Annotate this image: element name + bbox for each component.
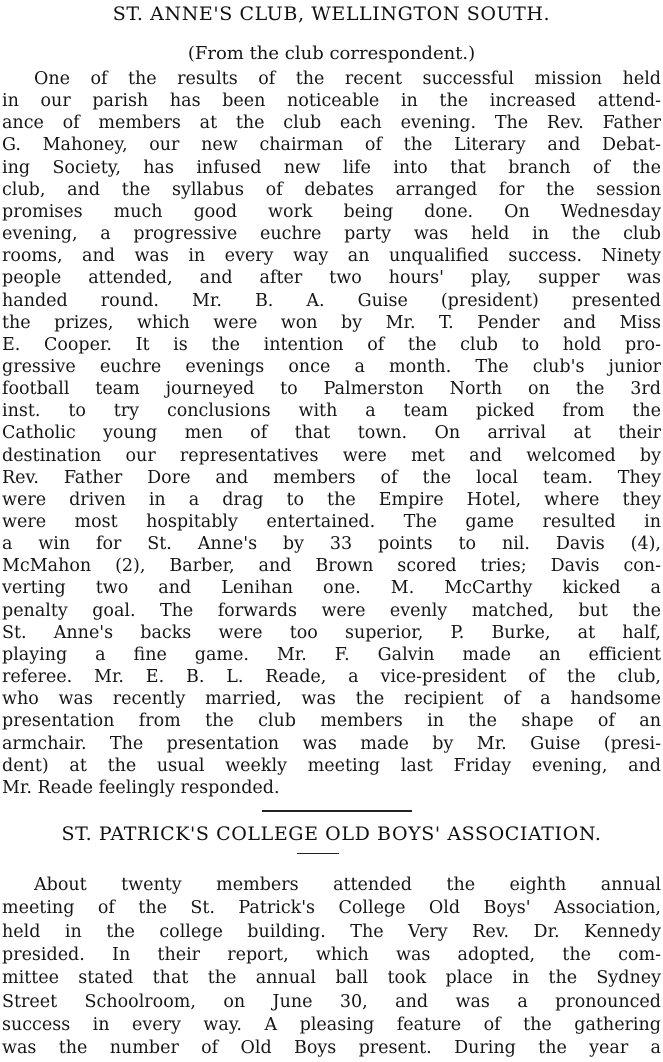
text-line: Rev. Father Dore and members of the local team. They <box>2 467 661 488</box>
text-line: people attended, and after two hours' play, supper was <box>2 268 661 289</box>
text-line: ing Society, has infused new life into that branch of the <box>2 157 661 178</box>
text-line: promises much good work being done. On Wednesday <box>2 201 661 222</box>
text-line: mittee stated that the annual ball took place in the Sydney <box>2 968 661 989</box>
text-line: verting two and Lenihan one. M. McCarthy kicked a <box>2 578 661 599</box>
text-line: success in every way. A pleasing feature of the gathering <box>2 1014 661 1035</box>
text-line: held in the college building. The Very Rev. Dr. Kennedy <box>2 921 661 942</box>
text-line: referee. Mr. E. B. L. Reade, a vice-president of the club, <box>2 667 661 688</box>
text-line: One of the results of the recent successful mission held <box>34 69 661 89</box>
text-line: Mr. Reade feelingly responded. <box>2 777 280 798</box>
text-line: G. Mahoney, our new chairman of the Literary and Debat- <box>2 135 661 156</box>
article-heading: ST. PATRICK'S COLLEGE OLD BOYS' ASSOCIATION. <box>61 823 602 845</box>
text-line: E. Cooper. It is the intention of the club to hold pro- <box>2 334 661 355</box>
heading-divider-rule <box>297 853 339 854</box>
text-line: destination our representatives were met and welcomed by <box>2 445 661 466</box>
section-divider-rule <box>262 810 412 812</box>
text-line: playing a fine game. Mr. F. Galvin made an efficient <box>2 644 661 665</box>
text-line: About twenty members attended the eighth annual <box>34 875 661 895</box>
text-line: ance of members at the club each evening. The Rev. Father <box>2 113 661 134</box>
text-line: St. Anne's backs were too superior, P. Burke, at half, <box>2 622 661 643</box>
text-line: handed round. Mr. B. A. Guise (president) presented <box>2 290 661 311</box>
text-line: McMahon (2), Barber, and Brown scored tries; Davis con- <box>2 556 661 577</box>
text-line: Catholic young men of that town. On arrival at their <box>2 423 661 444</box>
article-heading: ST. ANNE'S CLUB, WELLINGTON SOUTH. <box>112 3 551 25</box>
text-line: were driven in a drag to the Empire Hotel, where they <box>2 489 661 510</box>
text-line: a win for St. Anne's by 33 points to nil. Davis (4), <box>2 534 661 555</box>
text-line: penalty goal. The forwards were evenly matched, but the <box>2 600 661 621</box>
text-line: dent) at the usual weekly meeting last Friday evening, and <box>2 755 661 776</box>
text-line: rooms, and was in every way an unqualified success. Ninety <box>2 246 661 267</box>
text-line: the prizes, which were won by Mr. T. Pender and Miss <box>2 312 661 333</box>
text-line: football team journeyed to Palmerston North on the 3rd <box>2 379 661 400</box>
text-line: presided. In their report, which was adopted, the com- <box>2 944 661 965</box>
text-line: Street Schoolroom, on June 30, and was a pronounced <box>2 991 661 1012</box>
text-line: gressive euchre evenings once a month. The club's junior <box>2 356 661 377</box>
text-line: club, and the syllabus of debates arranged for the session <box>2 179 661 200</box>
text-line: evening, a progressive euchre party was held in the club <box>2 224 661 245</box>
text-line: presentation from the club members in the shape of an <box>2 711 661 732</box>
text-line: armchair. The presentation was made by Mr. Guise (presi- <box>2 733 661 754</box>
text-line: were most hospitably entertained. The game resulted in <box>2 512 661 532</box>
text-line: who was recently married, was the recipient of a handsome <box>2 689 661 710</box>
article-byline: (From the club correspondent.) <box>187 43 476 64</box>
text-line: in our parish has been noticeable in the increased attend- <box>2 91 661 112</box>
text-line: inst. to try conclusions with a team picked from the <box>2 401 661 422</box>
text-line: meeting of the St. Patrick's College Old Boys' Association, <box>2 898 661 919</box>
text-line: was the number of Old Boys present. During the year a <box>2 1038 661 1059</box>
